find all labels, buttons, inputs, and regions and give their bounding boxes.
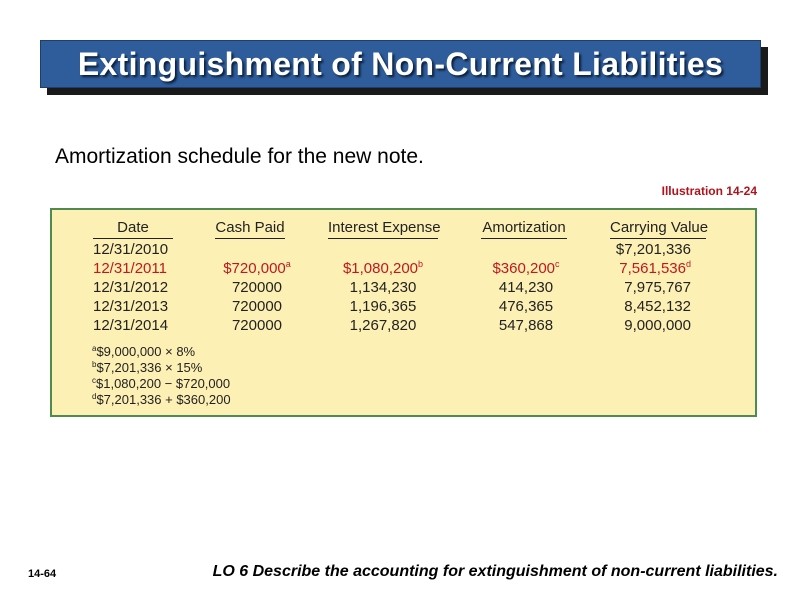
cell-interest-expense: 1,196,365 <box>349 298 417 315</box>
slide-title: Extinguishment of Non-Current Liabilities <box>77 45 724 82</box>
cell-date: 12/31/2012 <box>93 279 169 296</box>
cell-cash-paid: 720000 <box>231 317 283 334</box>
cell-carrying-value: 7,561,536$^d$ <box>619 259 691 277</box>
cell-date: 12/31/2010 <box>93 241 169 258</box>
cell-cash-paid: 720000 <box>231 298 283 315</box>
header-interest-expense: Interest Expense <box>328 219 438 239</box>
header-amortization: Amortization <box>481 219 567 239</box>
subtitle: Amortization schedule for the new note. <box>55 145 424 168</box>
cell-carrying-value: 8,452,132 <box>624 298 691 315</box>
cell-amortization: 414,230 <box>498 279 554 296</box>
cell-carrying-value: $7,201,336 <box>615 241 691 258</box>
cell-cash-paid: $720,000$^a$ <box>223 259 291 277</box>
page-number: 14-64 <box>28 568 57 580</box>
cell-amortization: 547,868 <box>498 317 554 334</box>
cell-date: 12/31/2014 <box>93 317 169 334</box>
illustration-label: Illustration 14-24 <box>661 184 757 198</box>
cell-amortization: $360,200$^c$ <box>492 259 560 277</box>
cell-date: 12/31/2011 <box>93 260 167 277</box>
cell-amortization: 476,365 <box>498 298 554 315</box>
cell-date: 12/31/2013 <box>93 298 169 315</box>
header-cash-paid: Cash Paid <box>215 219 285 239</box>
footnote-a: $^a$\$9,000,000 × 8% <box>92 344 196 359</box>
header-carrying-value: Carrying Value <box>610 219 706 239</box>
footnote-d: $^d$\$7,201,336 + $360,200 <box>92 392 231 407</box>
cell-cash-paid: 720000 <box>231 279 283 296</box>
title-banner <box>40 40 761 88</box>
cell-interest-expense: 1,267,820 <box>349 317 417 334</box>
cell-carrying-value: 7,975,767 <box>624 279 691 296</box>
footnote-b: $^b$\$7,201,336 × 15% <box>92 360 203 375</box>
footnote-c: $^c$\$1,080,200 − $720,000 <box>92 376 231 391</box>
cell-interest-expense: 1,134,230 <box>349 279 417 296</box>
cell-interest-expense: $1,080,200$^b$ <box>342 259 424 277</box>
amortization-schedule-panel <box>50 208 757 417</box>
cell-carrying-value: 9,000,000 <box>624 317 691 334</box>
learning-objective: LO 6 Describe the accounting for extinguishment of non-current liabilities. <box>212 563 778 580</box>
header-date: Date <box>93 219 173 239</box>
